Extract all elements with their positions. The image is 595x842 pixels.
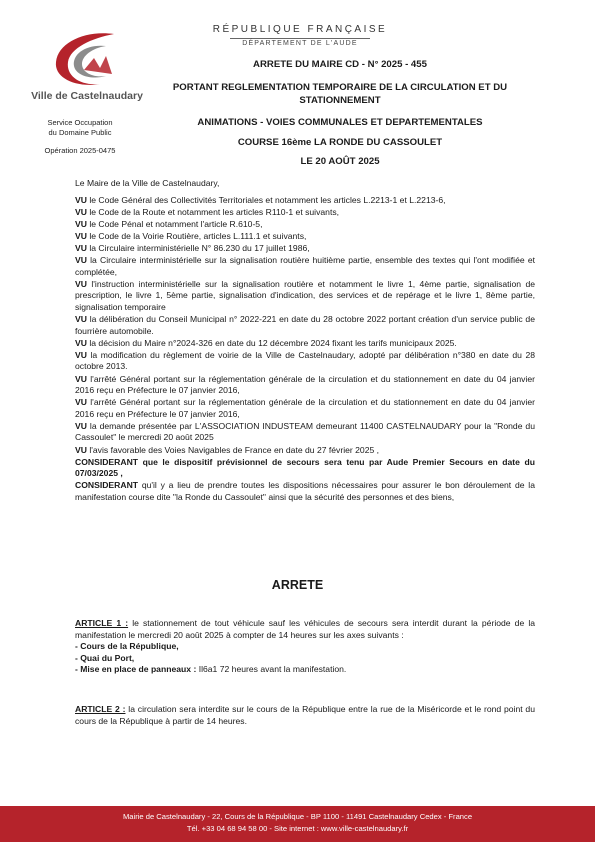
considerant-1: CONSIDERANT que le dispositif prévisionnel de secours sera tenu par Aude Premier Secours en date du 07/03/2025 , [75, 456, 535, 479]
title-line-1: PORTANT REGLEMENTATION TEMPORAIRE DE LA CIRCULATION ET DU [172, 82, 508, 93]
vu-list [75, 195, 535, 457]
vu-item: VU la délibération du Conseil Municipal n° 2022-221 en date du 28 octobre 2022 portant création d'un service public de fourrière automobile. [75, 314, 535, 336]
article-1-items [75, 641, 535, 664]
article-2 [75, 704, 535, 727]
course-line: COURSE 16ème LA RONDE DU CASSOULET [237, 137, 443, 148]
article-1-item: - Quai du Port, [75, 652, 135, 663]
article-2-text: la circulation sera interdite sur le cours de la République entre la rue de la Miséricorde et le rond point du cours de la République à partir de 14 heures. [75, 704, 535, 726]
date-line: LE 20 AOÛT 2025 [300, 156, 380, 167]
vu-item: VU la Circulaire interministérielle sur la signalisation routière huitième partie, ensemble des textes qui l'ont modifiée et complétée, [75, 255, 535, 277]
article-1-label: ARTICLE 1 : [75, 618, 129, 628]
operation-number: Opération 2025-0475 [44, 146, 116, 155]
vu-item: VU la modification du règlement de voirie de la Ville de Castelnaudary, adopté par délibération n°380 en date du 28 octobre 2013. [75, 349, 536, 372]
header-divider [230, 38, 370, 39]
town-name: Ville de Castelnaudary [31, 90, 143, 102]
article-1-item: - Cours de la République, [75, 641, 179, 652]
document-body [75, 178, 535, 504]
arrete-number: ARRETE DU MAIRE CD - N° 2025 - 455 [253, 59, 427, 70]
vu-item: VU l'arrêté Général portant sur la réglementation générale de la circulation et du stationnement en date du 04 janvier 2016 reçu en Préfecture le 07 janvier 2016, [75, 397, 535, 419]
vu-item: VU le Code de la Voirie Routière, articles L.111.1 et suivants, [75, 230, 307, 241]
article-2-label: ARTICLE 2 : [75, 704, 126, 714]
article-1-text: le stationnement de tout véhicule sauf les véhicules de secours sera interdit durant la période de la manifestation le mercredi 20 août 2025 à compter de 14 heures sur les axes suivants : [75, 618, 536, 640]
panneaux-text: Il6a1 72 heures avant la manifestation. [198, 664, 347, 675]
vu-item: VU la demande présentée par L'ASSOCIATION INDUSTEAM demeurant 11400 CASTELNAUDARY pour la "Ronde du Cassoulet" le mercredi 20 août 2025 [75, 420, 535, 443]
vu-item: VU la décision du Maire n°2024-326 en date du 12 décembre 2024 fixant les tarifs municipaux 2025. [75, 337, 457, 348]
article-1 [75, 618, 535, 676]
considerant-2: CONSIDERANT qu'il y a lieu de prendre toutes les dispositions nécessaires pour assurer le bon déroulement de la manifestation course dite "la Ronde du Cassoulet" ainsi que la sécurité des personnes et des biens, [75, 480, 535, 502]
vu-item: VU la Circulaire interministérielle N° 86.230 du 17 juillet 1986, [75, 242, 310, 253]
vu-item: VU l'avis favorable des Voies Navigables de France en date du 27 février 2025 , [75, 444, 380, 455]
vu-item: VU l'arrêté Général portant sur la réglementation générale de la circulation et du stationnement en date du 04 janvier 2016 reçu en Préfecture le 07 janvier 2016, [75, 373, 535, 396]
title-line-2: STATIONNEMENT [299, 95, 381, 106]
animations-line: ANIMATIONS - VOIES COMMUNALES ET DEPARTEMENTALES [197, 117, 483, 128]
footer-contact: Tél. +33 04 68 94 58 00 - Site internet : www.ville-castelnaudary.fr [186, 824, 409, 833]
panneaux-label: - Mise en place de panneaux : [75, 664, 197, 675]
vu-item: VU le Code Pénal et notamment l'article R.610-5, [75, 218, 263, 229]
vu-item: VU l'instruction interministérielle sur la signalisation routière et notamment le livre 1, 4ème partie, signalisation de prescription, le livre 1, 5ème partie, signalisation d'indication, des services et de repérage et le livre 1, 8ème partie, signalisation temporaire [75, 278, 536, 312]
arrete-heading: ARRETE [271, 578, 324, 592]
footer-address: Mairie de Castelnaudary - 22, Cours de la République - BP 1100 - 11491 Castelnaudary Cedex - France [122, 812, 473, 821]
departement: DÉPARTEMENT DE L'AUDE [242, 40, 358, 47]
vu-item: VU le Code Général des Collectivités Territoriales et notamment les articles L.2213-1 et L.2213-6, [75, 194, 446, 205]
service-label: Service Occupation du Domaine Public [47, 118, 113, 137]
republique-francaise: RÉPUBLIQUE FRANÇAISE [212, 24, 388, 35]
intro: Le Maire de la Ville de Castelnaudary, [75, 178, 220, 188]
vu-item: VU le Code de la Route et notamment les articles R110-1 et suivants, [75, 206, 340, 217]
castelnaudary-logo [36, 28, 144, 90]
